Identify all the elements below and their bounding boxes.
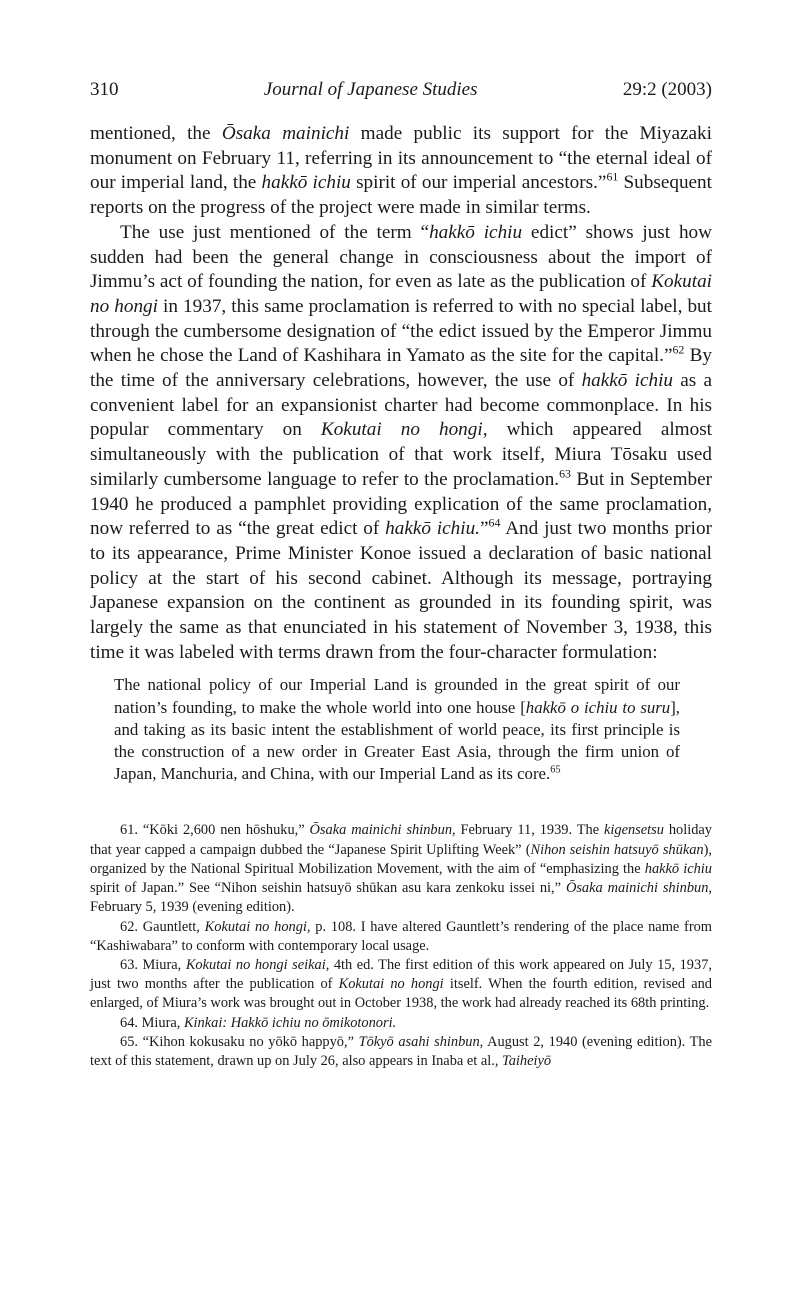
footnote-ref: 63 (559, 466, 571, 481)
italic-text: Kokutai no hongi, (320, 419, 488, 441)
text-run: 64. Miura, (120, 1014, 184, 1031)
footnote-ref: 62 (672, 342, 685, 357)
footnotes (90, 821, 712, 1071)
text-run: The use just mentioned of the term “ (120, 221, 430, 243)
footnote-65 (90, 1033, 712, 1071)
text-run: February 11, 1939. The (455, 822, 604, 839)
text-run: August 2, 1940 (evening edition). The text of this statement, drawn up on July 26, also appears in Inaba et al., (90, 1033, 712, 1069)
italic-text: Ōsaka mainichi (221, 123, 350, 144)
italic-text: Nihon seishin hatsuyō shūkan (530, 841, 704, 858)
text-run: 62. Gauntlett, (120, 918, 205, 935)
text-run: Subsequent reports on the progress of the project were made in similar terms. (90, 172, 712, 219)
text-run: ], and taking as its basic intent the establishment of world peace, its first principle is the construction of a new order in Greater East Asia, through the firm union of Japan, Manchuria, and China, with our Imperial Land as its core. (114, 697, 680, 784)
running-head (90, 78, 712, 102)
text-run: 61. “Kōki 2,600 nen hōshuku,” (120, 822, 310, 839)
text-run: spirit of Japan.” See “Nihon seishin hatsuyō shūkan asu kara zenkoku issei ni,” (90, 880, 566, 897)
volume-issue: 29:2 (2003) (622, 79, 712, 100)
text-run: mentioned, the (90, 123, 222, 144)
italic-text: hakkō ichiu. (385, 518, 480, 540)
italic-text: hakkō ichiu (429, 221, 523, 243)
text-run: spirit of our imperial ancestors.” (350, 172, 607, 194)
body-text (90, 122, 712, 785)
italic-text: Ōsaka mainichi shinbun, (309, 822, 456, 839)
italic-text: Kokutai no hongi, (204, 918, 311, 935)
italic-text: kigensetsu (603, 822, 664, 839)
text-run: p. 108. I have altered Gauntlett’s rendering of the place name from “Kashiwabara” to conform with contemporary local usage. (90, 918, 713, 954)
text-run: as a convenient label for an expansionist charter had become commonplace. In his popular commentary on (90, 370, 712, 441)
body-paragraph (90, 221, 712, 666)
italic-text: hakkō o ichiu to suru (525, 697, 671, 717)
text-run: made public its support for the Miyazaki monument on February 11, referring in its announcement to “the eternal ideal of our imperial land, the (90, 123, 712, 194)
footnote-ref: 65 (550, 764, 561, 776)
text-run: which appeared almost simultaneously with the publication of that work itself, Miura Tōsaku used similarly cumbersome language to refer to the proclamation. (90, 419, 712, 490)
text-run: By the time of the anniversary celebrations, however, the use of (90, 345, 712, 392)
footnote-64 (90, 1014, 712, 1033)
footnote-63 (90, 956, 712, 1014)
text-run: holiday that year capped a campaign dubbed the “Japanese Spirit Uplifting Week” ( (90, 822, 712, 858)
italic-text: Tōkyō asahi shinbun, (358, 1033, 484, 1050)
block-quotation (114, 674, 680, 785)
text-run: February 5, 1939 (evening edition). (90, 899, 295, 916)
italic-text: hakkō ichiu (581, 370, 673, 392)
text-run: in 1937, this same proclamation is referred to with no special label, but through the cumbersome designation of “the edict issued by the Emperor Jimmu when he chose the Land of Kashihara in Yamato as the site for the capital.” (90, 295, 712, 367)
footnote-ref: 64 (488, 515, 501, 530)
journal-title: Journal of Japanese Studies (263, 79, 478, 100)
page-number: 310 (90, 79, 119, 100)
footnote-ref: 61 (606, 170, 619, 185)
text-run: 63. Miura, (120, 956, 186, 973)
italic-text: hakkō ichiu (261, 172, 351, 194)
text-run: ), organized by the National Spiritual Mobilization Movement, with the aim of “emphasizing the (90, 841, 712, 877)
text-run: ” (479, 518, 489, 540)
text-run: But in September 1940 he produced a pamphlet providing explication of the same proclamation, now referred to as “the great edict of (90, 468, 712, 540)
italic-text: Kinkai: Hakkō ichiu no ōmikotonori. (183, 1014, 397, 1031)
italic-text: Kokutai no hongi (338, 976, 444, 993)
text-run: 4th ed. The first edition of this work appeared on July 15, 1937, just two months after the publication of (90, 956, 712, 993)
italic-text: Ōsaka mainichi shinbun, (565, 880, 713, 897)
text-run: And just two months prior to its appearance, Prime Minister Konoe issued a declaration of basic national policy at the start of his second cabinet. Although its message, portraying Japanese expansion on the continent as grounded in its founding spirit, was largely the same as that enunciated in his statement of November 3, 1938, this time it was labeled with terms drawn from the four-character formulation: (90, 518, 712, 663)
text-run: The national policy of our Imperial Land is grounded in the great spirit of our nation’s founding, to make the whole world into one house [ (114, 675, 680, 717)
italic-text: Kokutai no hongi seikai, (185, 956, 330, 973)
footnote-61 (90, 821, 712, 917)
text-run: edict” shows just how sudden had been the general change in consciousness about the import of Jimmu’s act of founding the nation, for even as late as the publication of (90, 221, 712, 293)
italic-text: Taiheiyō (502, 1052, 552, 1069)
footnote-62 (90, 918, 712, 956)
body-paragraph (90, 122, 712, 221)
text-run: itself. When the fourth edition, revised and enlarged, of Miura’s work was brought out in October 1938, the work had already reached its 68th printing. (90, 976, 712, 1012)
italic-text: hakkō ichiu (644, 860, 712, 877)
italic-text: Kokutai no hongi (90, 271, 712, 317)
text-run: 65. “Kihon kokusaku no yōkō happyō,” (120, 1033, 359, 1050)
